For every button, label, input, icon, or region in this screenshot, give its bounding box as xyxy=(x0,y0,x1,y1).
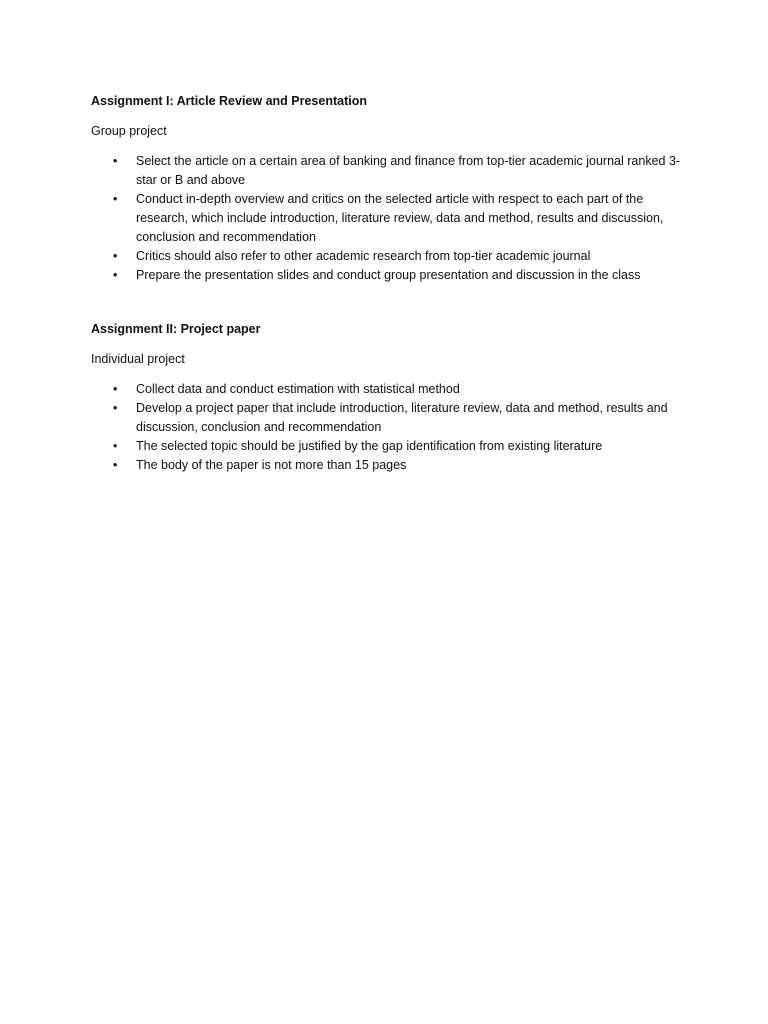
assignment-1-list xyxy=(91,152,691,285)
document-content xyxy=(91,92,691,475)
bullet-icon: • xyxy=(113,439,118,453)
assignment-1-title: Assignment I: Article Review and Presentation xyxy=(91,94,367,108)
assignment-2-list xyxy=(91,380,691,475)
list-item-text: Collect data and conduct estimation with statistical method xyxy=(136,382,460,396)
list-item xyxy=(91,399,691,437)
list-item-text: Select the article on a certain area of banking and finance from top-tier academic journal ranked 3-star or B and above xyxy=(136,154,681,187)
list-item xyxy=(91,247,691,266)
bullet-icon: • xyxy=(113,154,118,168)
bullet-icon: • xyxy=(113,458,118,472)
assignment-2-title: Assignment II: Project paper xyxy=(91,322,261,336)
list-item xyxy=(91,456,691,475)
list-item-text: Develop a project paper that include introduction, literature review, data and method, results and discussion, conclusion and recommendation xyxy=(136,401,668,434)
list-item xyxy=(91,152,691,190)
assignment-1-section xyxy=(91,92,691,285)
list-item-text: Conduct in-depth overview and critics on the selected article with respect to each part of the research, which include introduction, literature review, data and method, results and discussion, conclusion and recommendation xyxy=(136,192,664,244)
list-item xyxy=(91,190,691,247)
bullet-icon: • xyxy=(113,382,118,396)
list-item-text: Prepare the presentation slides and conduct group presentation and discussion in the class xyxy=(136,268,641,282)
list-item xyxy=(91,380,691,399)
list-item-text: The body of the paper is not more than 15 pages xyxy=(136,458,407,472)
bullet-icon: • xyxy=(113,268,118,282)
list-item-text: Critics should also refer to other academic research from top-tier academic journal xyxy=(136,249,591,263)
bullet-icon: • xyxy=(113,192,118,206)
assignment-2-section xyxy=(91,320,691,475)
list-item xyxy=(91,437,691,456)
bullet-icon: • xyxy=(113,249,118,263)
list-item-text: The selected topic should be justified by the gap identification from existing literature xyxy=(136,439,603,453)
list-item xyxy=(91,266,691,285)
assignment-1-type: Group project xyxy=(91,124,167,138)
assignment-2-type: Individual project xyxy=(91,352,185,366)
bullet-icon: • xyxy=(113,401,118,415)
